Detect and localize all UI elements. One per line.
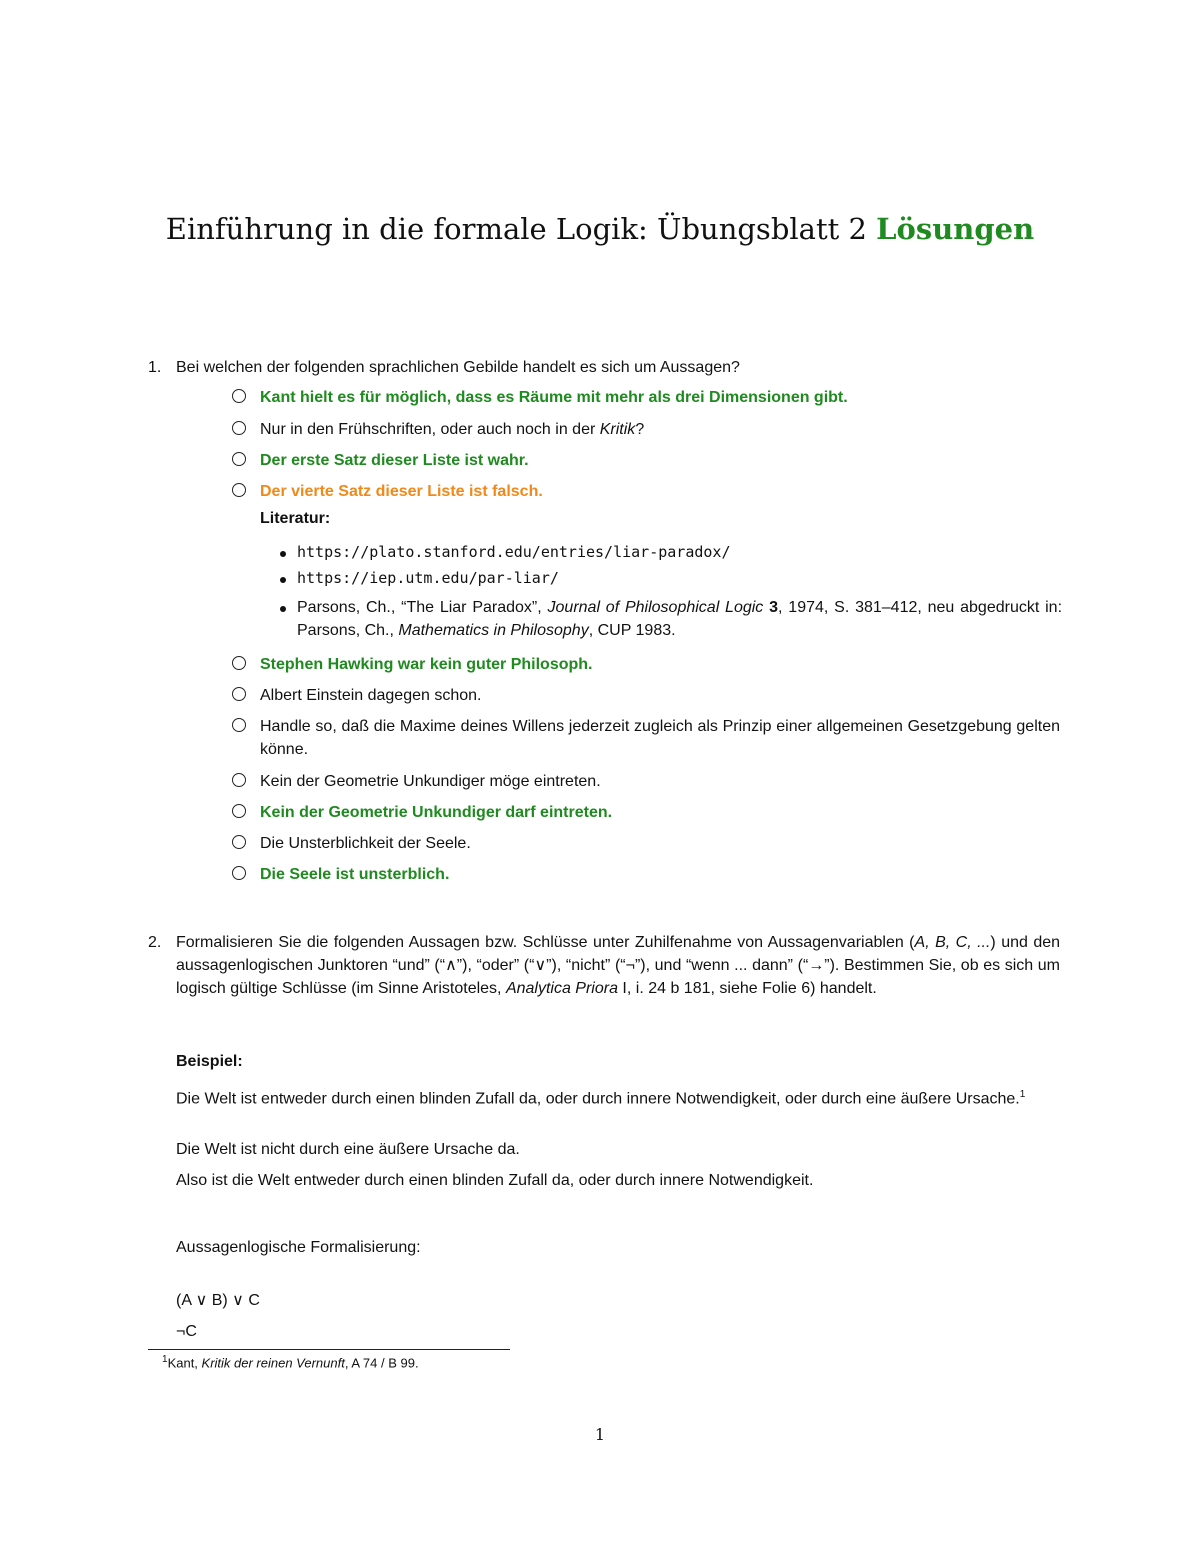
- radio-circle-icon[interactable]: [232, 773, 246, 787]
- document-title: [0, 212, 1200, 246]
- formula-2: ¬C: [176, 1323, 197, 1340]
- title-main: Einführung in die formale Logik: Übungsblatt 2: [165, 212, 877, 246]
- bullet-icon: [280, 596, 290, 619]
- question-2-text: Formalisieren Sie die folgenden Aussagen bzw. Schlüsse unter Zuhilfenahme von Aussagenvariablen (A, B, C, ...) und den aussagenlogischen Junktoren “und” (“∧”), “oder” (“∨”), “nicht” (“¬”), und “wenn ... dann” (“→”). Bestimmen Sie, ob es sich um logisch gültige Schlüsse (im Sinne Aristoteles, Analytica Priora I, i. 24 b 181, siehe Folie 6) handelt.: [176, 934, 1061, 997]
- radio-circle-icon[interactable]: [232, 718, 246, 732]
- option-label: Handle so, daß die Maxime deines Willens jederzeit zugleich als Prinzip einer allgemeinen Gesetzgebung gelten könne.: [260, 718, 1060, 758]
- literature-link-2[interactable]: https://iep.utm.edu/par-liar/: [297, 569, 559, 587]
- question-2-number: 2.: [148, 934, 162, 951]
- option-label: Der vierte Satz dieser Liste ist falsch.: [260, 483, 543, 500]
- footnote: $^1$Kant, Kritik der reinen Vernunft, A 74 / B 99.: [162, 1354, 419, 1371]
- option-label: Die Seele ist unsterblich.: [260, 866, 450, 883]
- option-label: Die Unsterblichkeit der Seele.: [260, 835, 471, 852]
- title-highlight: Lösungen: [876, 212, 1035, 246]
- question-1-number: 1.: [148, 359, 162, 376]
- example-premise-2: Die Welt ist nicht durch eine äußere Ursache da.: [176, 1141, 520, 1158]
- radio-circle-icon[interactable]: [232, 452, 246, 466]
- literature-reference: Parsons, Ch., “The Liar Paradox”, Journal of Philosophical Logic 3, 1974, S. 381–412, neu abgedruckt in: Parsons, Ch., Mathematics in Philosophy, CUP 1983.: [297, 599, 1063, 639]
- bullet-icon: [280, 567, 290, 590]
- page-number: 1: [594, 1425, 606, 1444]
- footnote-divider: [148, 1349, 510, 1350]
- option-label: Albert Einstein dagegen schon.: [260, 687, 482, 704]
- question-1-text: Bei welchen der folgenden sprachlichen Gebilde handelt es sich um Aussagen?: [176, 359, 740, 376]
- radio-circle-icon[interactable]: [232, 835, 246, 849]
- formula-1: (A ∨ B) ∨ C: [176, 1292, 260, 1309]
- radio-circle-icon[interactable]: [232, 389, 246, 403]
- formalization-heading: Aussagenlogische Formalisierung:: [176, 1239, 421, 1256]
- radio-circle-icon[interactable]: [232, 687, 246, 701]
- radio-circle-icon[interactable]: [232, 866, 246, 880]
- option-label: Stephen Hawking war kein guter Philosoph.: [260, 656, 593, 673]
- literature-heading: Literatur:: [260, 510, 331, 527]
- option-label: Der erste Satz dieser Liste ist wahr.: [260, 452, 529, 469]
- option-label: Kant hielt es für möglich, dass es Räume mit mehr als drei Dimensionen gibt.: [260, 389, 848, 406]
- radio-circle-icon[interactable]: [232, 483, 246, 497]
- example-heading: Beispiel:: [176, 1053, 243, 1070]
- option-label: Nur in den Frühschriften, oder auch noch in der Kritik?: [260, 421, 645, 438]
- footnote-mark: 1: [1019, 1089, 1026, 1100]
- radio-circle-icon[interactable]: [232, 656, 246, 670]
- option-label: Kein der Geometrie Unkundiger darf eintreten.: [260, 804, 613, 821]
- bullet-icon: [280, 541, 290, 564]
- literature-link-1[interactable]: https://plato.stanford.edu/entries/liar-paradox/: [297, 543, 731, 561]
- radio-circle-icon[interactable]: [232, 421, 246, 435]
- example-conclusion: Also ist die Welt entweder durch einen blinden Zufall da, oder durch innere Notwendigkeit.: [176, 1172, 814, 1189]
- option-label: Kein der Geometrie Unkundiger möge eintreten.: [260, 773, 601, 790]
- radio-circle-icon[interactable]: [232, 804, 246, 818]
- example-premise-1: Die Welt ist entweder durch einen blinden Zufall da, oder durch innere Notwendigkeit, oder durch eine äußere Ursache.$^1$: [176, 1089, 1026, 1108]
